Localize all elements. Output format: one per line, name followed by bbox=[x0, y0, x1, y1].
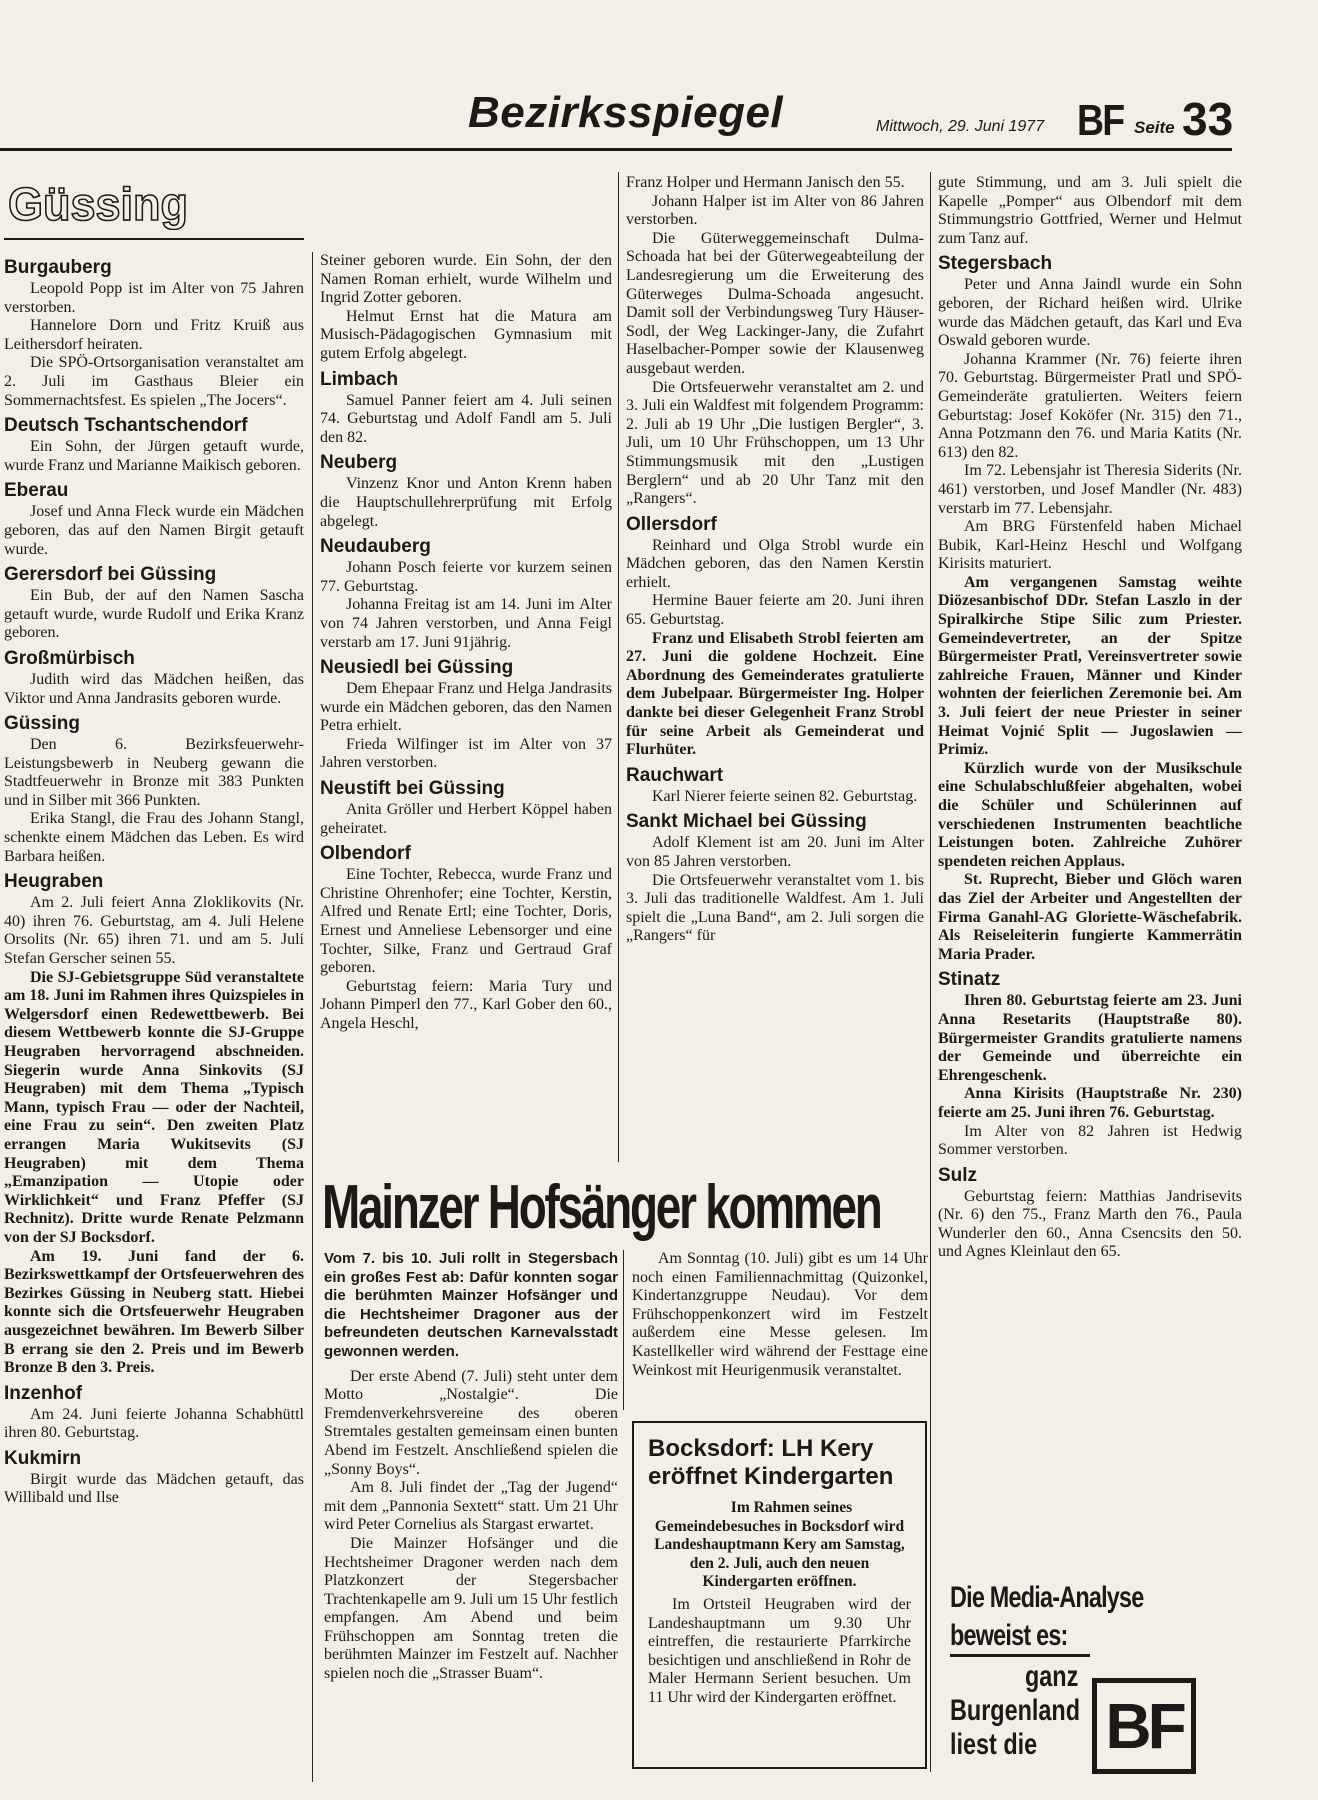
page-label: Seite bbox=[1134, 118, 1175, 137]
column-3 bbox=[626, 174, 924, 946]
paragraph: Vinzenz Knor und Anton Krenn haben die Hauptschullehrerprüfung mit Erfolg abgelegt. bbox=[320, 475, 612, 530]
ad-line-1: Die Media-Analyse bbox=[950, 1581, 1144, 1614]
paragraph: Am 8. Juli findet der „Tag der Jugend“ mit dem „Pannonia Sextett“ statt. Um 21 Uhr wird Peter Cornelius als Stargast erwartet. bbox=[324, 1479, 618, 1534]
paragraph: Im 72. Lebensjahr ist Theresia Siderits (Nr. 461) verstorben, und Josef Mandler (Nr. 483) verstarb im 77. Lebensjahr. bbox=[938, 462, 1242, 517]
heading-kukmirn: Kukmirn bbox=[4, 1447, 82, 1469]
ad-line-3: ganz bbox=[1025, 1660, 1079, 1693]
feature-headline: Mainzer Hofsänger kommen bbox=[322, 1173, 881, 1242]
page-number: 33 bbox=[1182, 93, 1234, 145]
ad-underline bbox=[950, 1654, 1090, 1657]
feature-lead: Vom 7. bis 10. Juli rollt in Stegersbach ein großes Fest ab: Dafür konnten sogar die berühmten Mainzer Hofsänger und die Hechtsheimer Dragoner aus der befreundeten deutschen Karnevalsstadt gewonnen werden. bbox=[324, 1250, 618, 1360]
heading-stinatz: Stinatz bbox=[938, 969, 1001, 991]
paragraph: Ihren 80. Geburtstag feierte am 23. Juni Anna Resetarits (Hauptstraße 80). Bürgermeister Grandits gratulierte namens der Gemeinde und überreichte ein Ehrengeschenk. bbox=[938, 992, 1242, 1084]
heading-deutsch-tschantschendorf: Deutsch Tschantschendorf bbox=[4, 415, 248, 437]
heading-limbach: Limbach bbox=[320, 368, 399, 390]
column-1 bbox=[4, 252, 304, 1508]
box-title: Bocksdorf: LH Kery eröffnet Kindergarten bbox=[648, 1435, 894, 1490]
column-divider bbox=[930, 172, 931, 1772]
masthead-logo: BF bbox=[1077, 96, 1124, 145]
paragraph: Der erste Abend (7. Juli) steht unter dem Motto „Nostalgie“. Die Fremdenverkehrsvereine des oberen Stremtales gestalten gemeinsam einen bunten Abend im Festzelt. Anschließend spielen die „Sonny Boys“. bbox=[324, 1367, 618, 1478]
heading-burgauberg: Burgauberg bbox=[4, 257, 112, 278]
heading-rauchwart: Rauchwart bbox=[626, 764, 724, 786]
paragraph: Geburtstag feiern: Maria Tury und Johann Pimperl den 77., Karl Gober den 60., Angela Heschl, bbox=[320, 977, 612, 1032]
paragraph: Steiner geboren wurde. Ein Sohn, der den Namen Roman erhielt, wurde Wilhelm und Ingrid Zotter geboren. bbox=[320, 252, 612, 307]
section-rule bbox=[4, 238, 304, 240]
paragraph: Franz Holper und Hermann Janisch den 55. bbox=[626, 174, 905, 191]
paragraph: Franz und Elisabeth Strobl feierten am 27. Juni die goldene Hochzeit. Eine Abordnung des Gemeinderates gratulierte dem Jubelpaar. Bürgermeister Ing. Holper dankte bei dieser Gelegenheit Franz Strobl für seine Arbeit als Gemeinderat und Flurhüter. bbox=[626, 629, 924, 759]
paragraph: Frieda Wilfinger ist im Alter von 37 Jahren verstorben. bbox=[320, 735, 612, 772]
column-2 bbox=[320, 252, 612, 1034]
heading-ollersdorf: Ollersdorf bbox=[626, 513, 717, 535]
paragraph: Johanna Krammer (Nr. 76) feierte ihren 70. Geburtstag. Bürgermeister Pratl und SPÖ-Gemeinderäte gratulierten. Weiters feiern Geburtstag: Josef Koköfer (Nr. 315) den 71., Anna Potzmann den 76. und Maria Katits (Nr. 613) den 82. bbox=[938, 350, 1242, 461]
heading-eberau: Eberau bbox=[4, 480, 69, 502]
heading-neudauberg: Neudauberg bbox=[320, 536, 431, 558]
paragraph: Am 2. Juli feiert Anna Zloklikovits (Nr. 40) ihren 76. Geburtstag, am 4. Juli Helene Orsolits (Nr. 65) ihren 71. und am 5. Juli Stefan Gerscher seinen 55. bbox=[4, 894, 304, 968]
paragraph: Adolf Klement ist am 20. Juni im Alter von 85 Jahren verstorben. bbox=[626, 834, 924, 870]
paragraph: Die Ortsfeuerwehr veranstaltet vom 1. bis 3. Juli das traditionelle Waldfest. Am 1. Juli spielt die „Luna Band“, am 2. Juli sorgen die „Rangers“ für bbox=[626, 871, 924, 945]
paragraph: Geburtstag feiern: Matthias Jandrisevits (Nr. 6) den 75., Franz Marth den 76., Paula Wunderler den 60., Anna Csencsits den 50. und Agnes Kleinlaut den 65. bbox=[938, 1187, 1242, 1261]
paragraph: St. Ruprecht, Bieber und Glöch waren das Ziel der Arbeiter und Angestellten der Firma Ganahl-AG Gloriette-Wäschefabrik. Als Reiseleiterin fungierte Kammerrätin Maria Prader. bbox=[938, 871, 1242, 963]
paragraph: Am 19. Juni fand der 6. Bezirkswettkampf der Ortsfeuerwehren des Bezirkes Güssing in Neuberg statt. Hiebei konnte sich die Ortsfeuerwehr Heugraben ausgezeichnet bewähren. Im Bewerb Silber B errang sie den 2. Preis und im Bewerb Bronze B den 3. Preis. bbox=[4, 1247, 304, 1377]
ad-line-5: liest die bbox=[950, 1728, 1038, 1761]
feature-column-left bbox=[324, 1250, 618, 1684]
paragraph: Johann Posch feierte vor kurzem seinen 77. Geburtstag. bbox=[320, 559, 612, 595]
paragraph: Die Ortsfeuerwehr veranstaltet am 2. und 3. Juli ein Waldfest mit folgendem Programm: 2. Juli ab 19 Uhr „Die lustigen Bergler“, 3. Juli, um 10 Uhr Frühschoppen, um 13 Uhr Stimmungsmusik mit den „Lustigen Berglern“ und ab 20 Uhr Tanz mit den „Rangers“. bbox=[626, 378, 924, 508]
heading-stegersbach: Stegersbach bbox=[938, 253, 1053, 275]
column-4 bbox=[938, 174, 1242, 1262]
paragraph: Samuel Panner feiert am 4. Juli seinen 74. Geburtstag und Adolf Fandl am 5. Juli den 82. bbox=[320, 391, 612, 446]
section-title-text: Güssing bbox=[8, 178, 188, 230]
paragraph: Die Mainzer Hofsänger und die Hechtsheimer Dragoner werden nach dem Platzkonzert der Stegersbacher Trachtenkapelle am 9. Juli um 15 Uhr festlich empfangen. Am Abend und beim Frühschoppen am Sonntag treten die berühmten Mainzer im Festzelt auf. Nachher spielen noch die „Strasser Buam“. bbox=[324, 1534, 618, 1683]
feature-column-right bbox=[632, 1250, 928, 1380]
heading-olbendorf: Olbendorf bbox=[320, 843, 411, 865]
heading-sankt-michael: Sankt Michael bei Güssing bbox=[626, 811, 867, 833]
paragraph: Dem Ehepaar Franz und Helga Jandrasits wurde ein Mädchen geboren, das den Namen Petra erhielt. bbox=[320, 680, 612, 735]
paragraph: Karl Nierer feierte seinen 82. Geburtstag. bbox=[652, 787, 918, 805]
paragraph: Die SJ-Gebietsgruppe Süd veranstaltete am 18. Juni im Rahmen ihres Quizspieles in Welgersdorf einen Redewettbewerb. Bei diesem Wettbewerb konnte die SJ-Gruppe Heugraben hervorragend abschneiden. Siegerin wurde Anna Sinkovits (SJ Heugraben) mit dem Thema „Typisch Mann, typisch Frau — oder der Nachteil, eine Frau zu sein“. Den zweiten Platz errangen Maria Wukitsevits (SJ Heugraben) mit dem Thema „Emanzipation — Utopie oder Wirklichkeit“ und Franz Pfeffer (SJ Rechnitz). Dritte wurde Renate Pelzmann von der SJ Bocksdorf. bbox=[4, 968, 304, 1246]
paragraph: Am vergangenen Samstag weihte Diözesanbischof DDr. Stefan Laszlo in der Spiralkirche Stipe Silic zum Priester. Gemeindevertreter, an der Spitze Bürgermeister Pratl, Vereinsvertreter sowie zahlreiche Frauen, Männer und Kinder wohnten der feierlichen Zeremonie bei. Am 3. Juli feiert der neue Priester in seiner Heimat Vojnić Split — Jugoslawien — Primiz. bbox=[938, 573, 1242, 759]
paragraph: Johann Halper ist im Alter von 86 Jahren verstorben. bbox=[626, 192, 924, 229]
paragraph: Im Ortsteil Heugraben wird der Landeshauptmann um 9.30 Uhr eintreffen, die restaurierte Pfarrkirche besichtigen und anschließend in Rohr de Maler Hermann Serient besuchen. Um 11 Uhr wird der Kindergarten eröffnet. bbox=[648, 1595, 911, 1706]
page-title: Bezirksspiegel bbox=[468, 88, 784, 137]
paragraph: Birgit wurde das Mädchen getauft, das Willibald und Ilse bbox=[4, 1470, 304, 1507]
heading-neuberg: Neuberg bbox=[320, 452, 398, 474]
heading-grossmuerbisch: Großmürbisch bbox=[4, 647, 135, 669]
paragraph: Reinhard und Olga Strobl wurde ein Mädchen geboren, das den Namen Kerstin erhielt. bbox=[626, 536, 924, 591]
paragraph: Johanna Freitag ist am 14. Juni im Alter von 74 Jahren verstorben, und Anna Feigl verstarb am 17. Juni 91jährig. bbox=[320, 596, 612, 651]
paragraph: Im Alter von 82 Jahren ist Hedwig Sommer verstorben. bbox=[938, 1122, 1242, 1159]
heading-neustift: Neustift bei Güssing bbox=[320, 778, 505, 800]
paragraph: Eine Tochter, Rebecca, wurde Franz und Christine Ohrenhofer; eine Tochter, Kerstin, Alfred und Renate Ertl; eine Tochter, Doris, Ernest und Anneliese Lebensorger und eine Tochter, Silke, Franz und Gertraud Graf geboren. bbox=[320, 866, 612, 977]
paragraph: Peter und Anna Jaindl wurde ein Sohn geboren, der Richard heißen wird. Ulrike wurde das Mädchen getauft, das Karl und Eva Oswald geboren wurde. bbox=[938, 276, 1242, 350]
paragraph: gute Stimmung, und am 3. Juli spielt die Kapelle „Pomper“ aus Olbendorf mit dem Stimmungstrio Gottfried, Werner und Helmut zum Tanz auf. bbox=[938, 174, 1242, 247]
paragraph: Die SPÖ-Ortsorganisation veranstaltet am 2. Juli im Gasthaus Bleier ein Sommernachtsfest. Es spielen „The Jocers“. bbox=[4, 354, 304, 409]
paragraph: Anna Kirisits (Hauptstraße Nr. 230) feierte am 25. Juni ihren 76. Geburtstag. bbox=[938, 1085, 1242, 1121]
paragraph: Am BRG Fürstenfeld haben Michael Bubik, Karl-Heinz Heschl und Wolfgang Kirisits maturiert. bbox=[938, 518, 1242, 573]
column-divider bbox=[623, 1250, 624, 1410]
column-divider bbox=[312, 252, 313, 1782]
paragraph: Anita Gröller und Herbert Köppel haben geheiratet. bbox=[320, 801, 612, 837]
paragraph: Kürzlich wurde von der Musikschule eine Schulabschlußfeier abgehalten, wobei die Schüler und Schülerinnen auf verschiedenen Instrumenten beachtliche Leistungen boten. Zahlreiche Zuhörer spendeten reichen Applaus. bbox=[938, 759, 1242, 870]
box-lead: Im Rahmen seines Gemeindebesuches in Bocksdorf wird Landeshauptmann Kery am Samstag, den 2. Juli, auch den neuen Kindergarten eröffnen. bbox=[654, 1499, 905, 1591]
paragraph: Josef und Anna Fleck wurde ein Mädchen geboren, das auf den Namen Birgit getauft wurde. bbox=[4, 503, 304, 558]
paragraph: Leopold Popp ist im Alter von 75 Jahren verstorben. bbox=[4, 280, 304, 316]
header-rule bbox=[0, 148, 1232, 151]
paragraph: Hannelore Dorn und Fritz Kruiß aus Leithersdorf heiraten. bbox=[4, 317, 304, 353]
paragraph: Ein Sohn, der Jürgen getauft wurde, wurde Franz und Marianne Maikisch geboren. bbox=[4, 438, 304, 474]
heading-sulz: Sulz bbox=[938, 1164, 978, 1186]
heading-inzenhof: Inzenhof bbox=[4, 1382, 83, 1404]
paragraph: Helmut Ernst hat die Matura am Musisch-Pädagogischen Gymnasium mit gutem Erfolg abgelegt. bbox=[320, 307, 612, 362]
heading-gerersdorf: Gerersdorf bei Güssing bbox=[4, 564, 217, 586]
paragraph: Hermine Bauer feierte am 20. Juni ihren 65. Geburtstag. bbox=[626, 592, 924, 629]
section-title bbox=[6, 178, 192, 230]
media-analyse-ad bbox=[950, 1580, 1200, 1780]
paragraph: Judith wird das Mädchen heißen, das Viktor und Anna Jandrasits geboren wurde. bbox=[4, 670, 304, 707]
ad-line-2: beweist es: bbox=[950, 1619, 1068, 1652]
boxed-article bbox=[632, 1421, 927, 1769]
column-divider bbox=[618, 172, 619, 1162]
paragraph: Ein Bub, der auf den Namen Sascha getauft wurde, wurde Rudolf und Erika Kranz geboren. bbox=[4, 587, 304, 642]
heading-heugraben: Heugraben bbox=[4, 871, 104, 893]
paragraph: Den 6. Bezirksfeuerwehr-Leistungsbewerb in Neuberg gewann die Stadtfeuerwehr in Bronze mit 383 Punkten und in Silber mit 366 Punkten. bbox=[4, 736, 304, 809]
ad-bf-logo: BF bbox=[1092, 1678, 1196, 1774]
paragraph: Am Sonntag (10. Juli) gibt es um 14 Uhr noch einen Familiennachmittag (Quizonkel, Kindertanzgruppe Neudau). Vor dem Frühschoppenkonzert wird im Festzelt außerdem eine Messe gelesen. Im Kastellkeller wird während der Festtage eine Weinkost mit Heurigenmusik veranstaltet. bbox=[632, 1250, 928, 1379]
ad-line-4: Burgenland bbox=[950, 1694, 1081, 1727]
paragraph: Am 24. Juni feierte Johanna Schabhüttl ihren 80. Geburtstag. bbox=[4, 1405, 304, 1442]
paragraph: Erika Stangl, die Frau des Johann Stangl, schenkte einem Mädchen das Leben. Es wird Barbara heißen. bbox=[4, 810, 304, 865]
heading-neusiedl: Neusiedl bei Güssing bbox=[320, 657, 514, 679]
paragraph: Die Güterweggemeinschaft Dulma-Schoada hat bei der Güterwegeabteilung der Landesregierung um die Erweiterung des Güterweges Dulma-Schoada angesucht. Damit soll der Verbindungsweg Tury Häuser-Sodl, der Weg Lackinger-Jany, die Zufahrt Haselbacher-Pomper sowie der Klausenweg ausgebaut werden. bbox=[626, 229, 924, 377]
issue-date: Mittwoch, 29. Juni 1977 bbox=[876, 118, 1045, 135]
heading-guessing: Güssing bbox=[4, 713, 81, 735]
